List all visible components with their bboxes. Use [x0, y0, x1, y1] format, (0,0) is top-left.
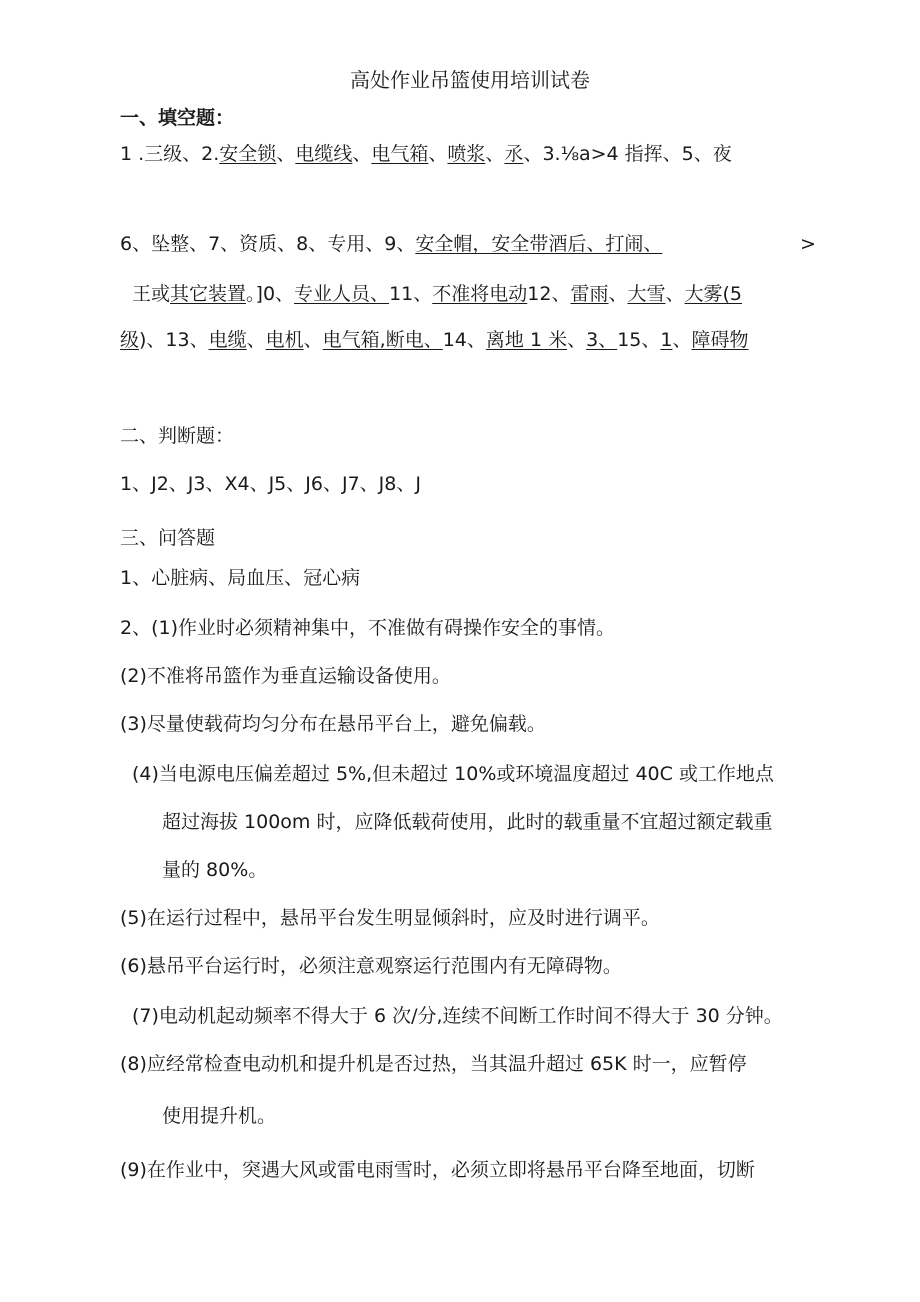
- answer-q2-item7: (7)电动机起动频率不得大于 6 次/分,连续不间断工作时间不得大于 30 分钟。: [132, 1005, 783, 1027]
- answer-q1: 1、心脏病、局血压、冠心病: [120, 567, 361, 589]
- answer-q2-item1: 2、(1)作业时必须精神集中，不准做有碍操作安全的事情。: [120, 617, 616, 639]
- answer-q2-item5: (5)在运行过程中，悬吊平台发生明显倾斜时，应及时进行调平。: [120, 907, 660, 929]
- section2-heading: 二、判断题：: [120, 425, 235, 447]
- section3-heading: 三、问答题: [120, 527, 216, 549]
- fill-blank-line-3: 王或其它装置。]0、专业人员、11、不准将电动12、雷雨、大雪、大雾(5: [132, 283, 743, 305]
- answer-q2-item9-line1: (9)在作业中，突遇大风或雷电雨雪时，必须立即将悬吊平台降至地面，切断: [120, 1159, 755, 1181]
- answer-q2-item4-line3: 量的 80%。: [162, 859, 268, 881]
- document-title: 高处作业吊篮使用培训试卷: [350, 68, 590, 92]
- fill-blank-line-1: 1 .三级、2.安全锁、电缆线、电气箱、喷浆、氶、3.⅛a>4 指挥、5、夜: [120, 143, 732, 165]
- answer-q2-item8-line2: 使用提升机。: [162, 1105, 277, 1127]
- fill-blank-line-2-tail: >: [800, 233, 816, 255]
- answer-q2-item8-line1: (8)应经常检查电动机和提升机是否过热，当其温升超过 65K 时一，应暂停: [120, 1053, 747, 1075]
- answer-q2-item6: (6)悬吊平台运行时，必须注意观察运行范围内有无障碍物。: [120, 955, 622, 977]
- judgment-answers: 1、J2、J3、X4、J5、J6、J7、J8、J: [120, 473, 421, 495]
- answer-q2-item2: (2)不准将吊篮作为垂直运输设备使用。: [120, 665, 451, 687]
- fill-blank-line-2: 6、坠整、7、资质、8、专用、9、安全帽，安全带酒后、打闹、: [120, 233, 663, 255]
- section1-heading: 一、填空题：: [120, 107, 235, 129]
- answer-q2-item4-line2: 超过海拔 100om 时，应降低载荷使用，此时的载重量不宜超过额定载重: [162, 811, 773, 833]
- answer-q2-item4-line1: (4)当电源电压偏差超过 5%,但未超过 10%或环境温度超过 40C 或工作地点: [132, 763, 774, 785]
- fill-blank-line-4: 级)、13、电缆、电机、电气箱,断电、14、离地 1 米、3、15、1、障碍物: [120, 329, 749, 351]
- answer-q2-item3: (3)尽量使载荷均匀分布在悬吊平台上，避免偏载。: [120, 713, 546, 735]
